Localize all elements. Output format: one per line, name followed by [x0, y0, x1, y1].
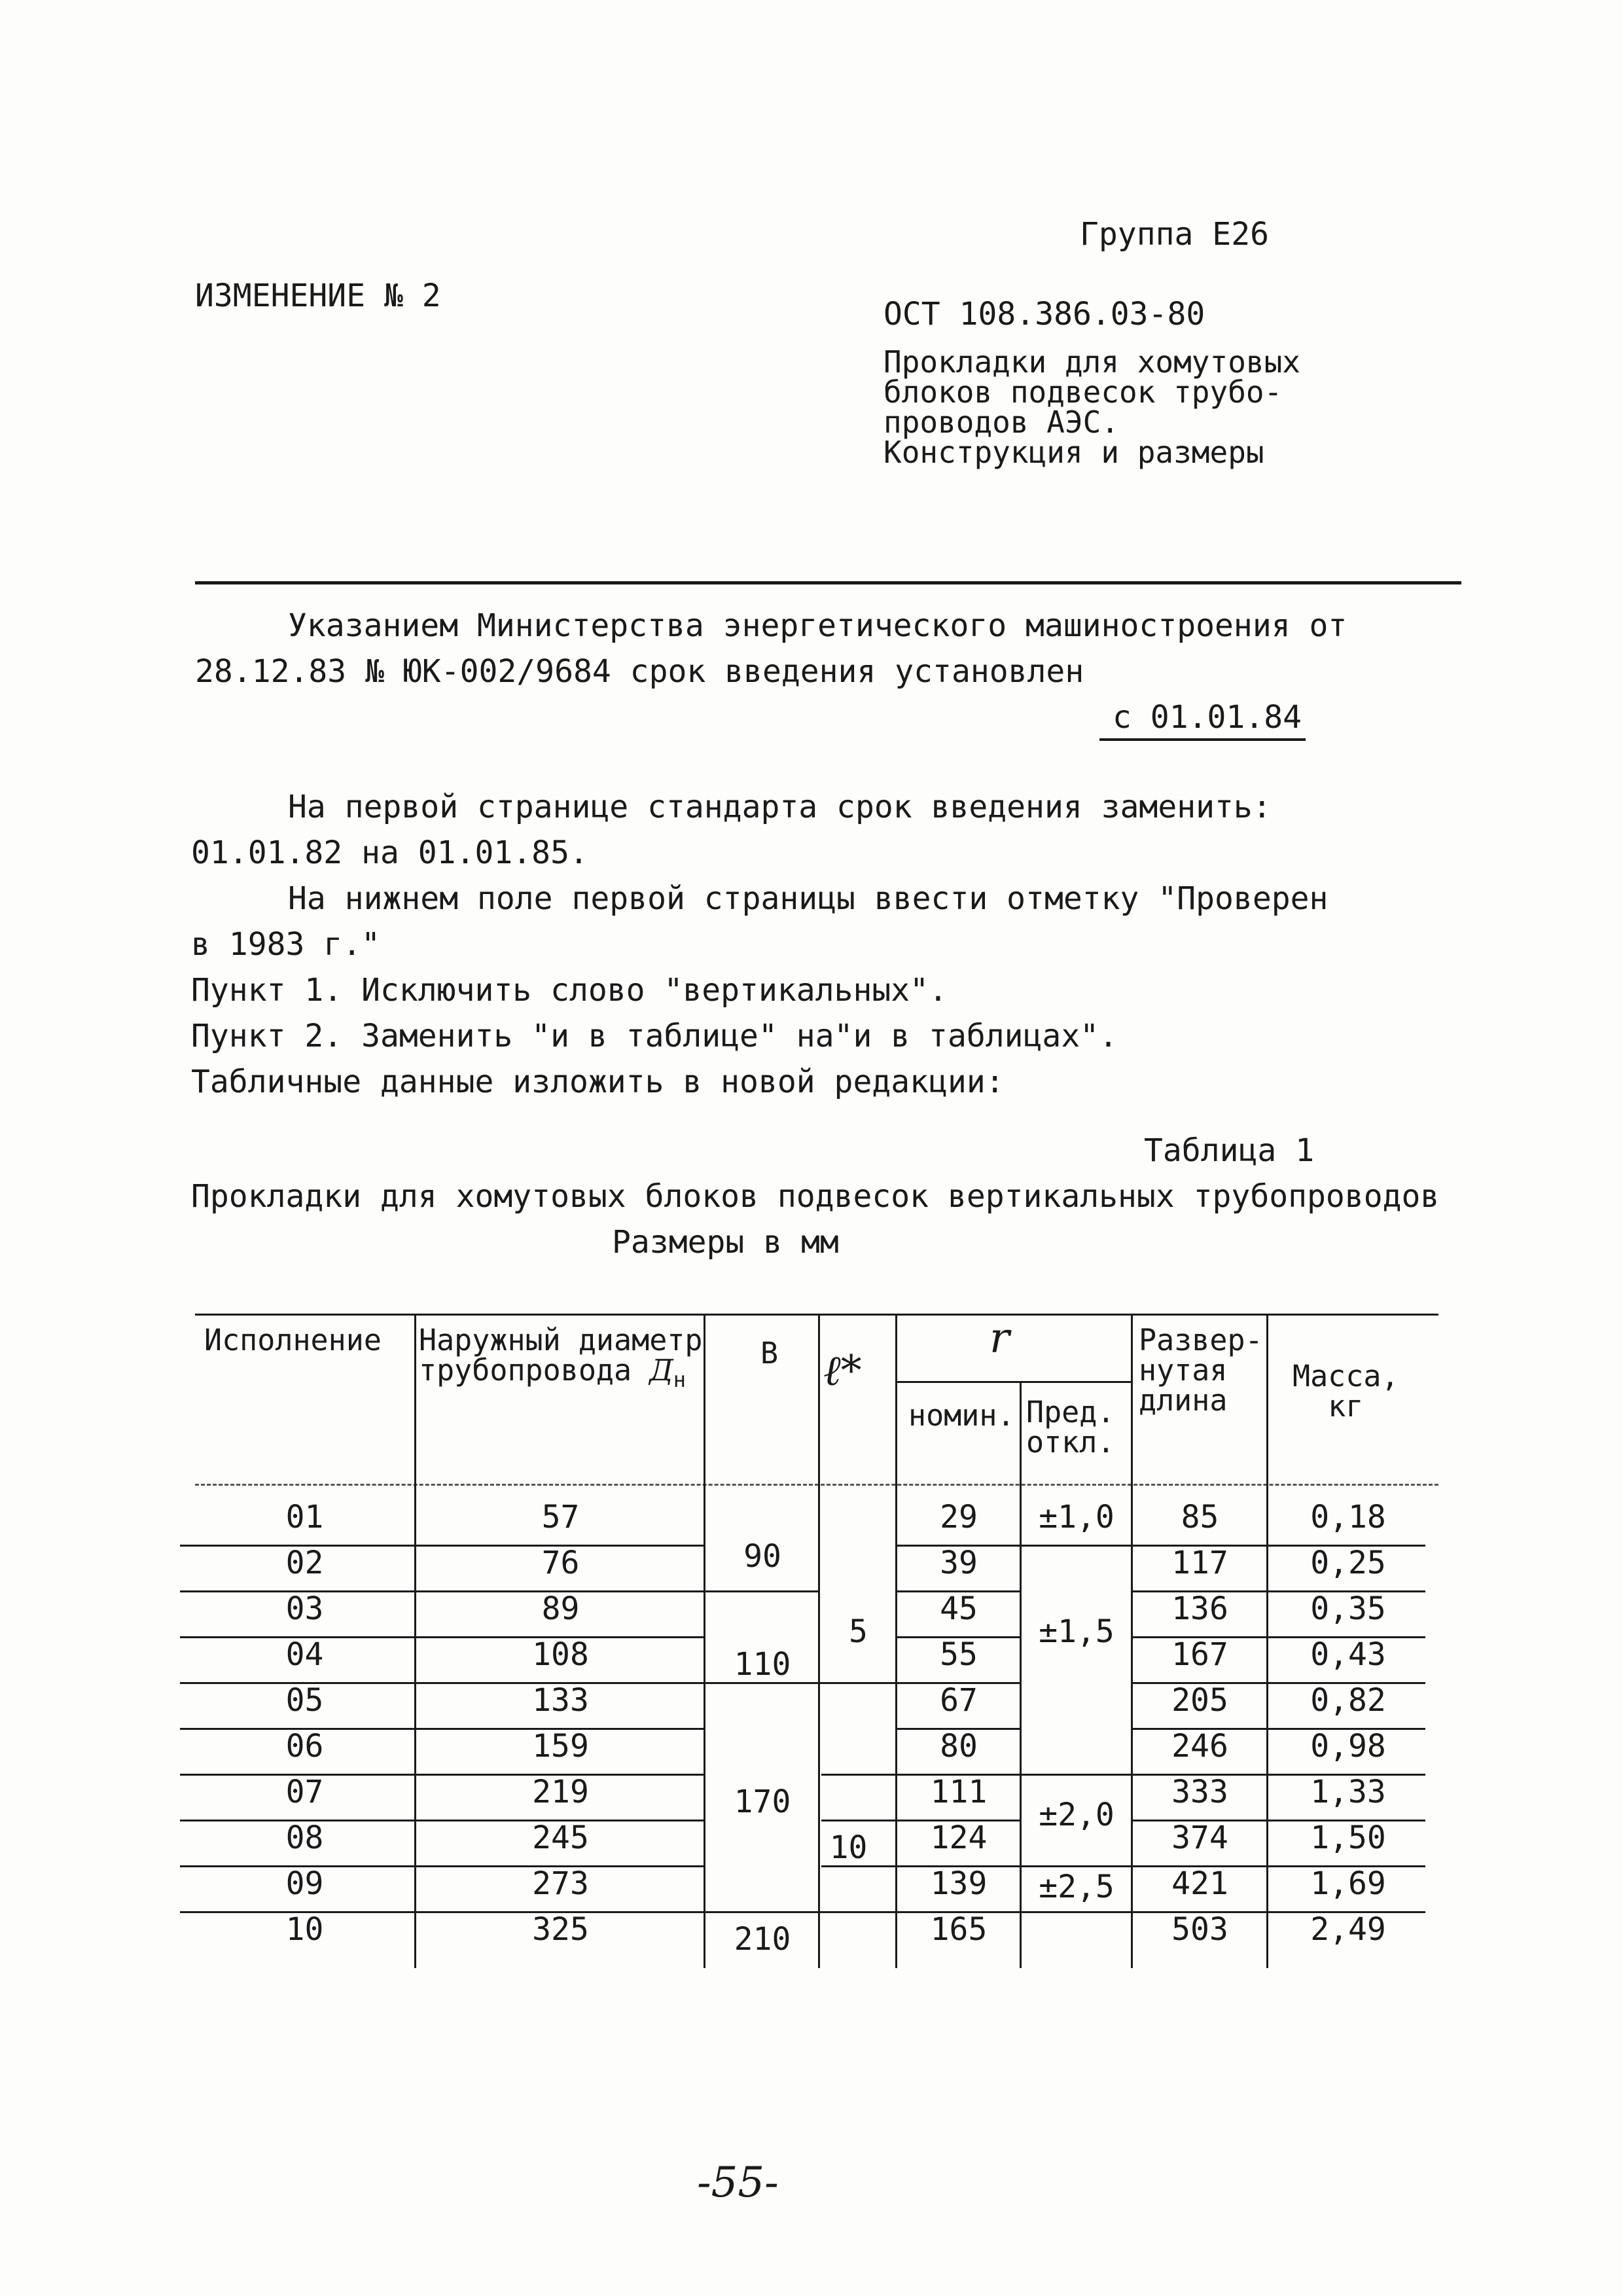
- table-units: Размеры в мм: [612, 1224, 839, 1261]
- header-r: r: [990, 1314, 1010, 1363]
- cell-diameter: 245: [532, 1820, 589, 1856]
- cell-diameter: 325: [532, 1911, 589, 1948]
- cell-developed-length: 85: [1181, 1499, 1219, 1535]
- standard-title-line: Конструкция и размеры: [883, 435, 1264, 470]
- standard-title-line: Прокладки для хомутовых: [883, 344, 1300, 380]
- cell-mass: 1,33: [1310, 1774, 1386, 1810]
- cell-variant: 09: [285, 1865, 324, 1902]
- table-top-border: [195, 1314, 1438, 1316]
- header-developed-length: [1139, 1325, 1263, 1416]
- cell-mass: 0,18: [1310, 1499, 1386, 1535]
- notice-date: с 01.01.84: [1113, 699, 1302, 736]
- header-mass: [1293, 1361, 1399, 1422]
- b-group-cell: 170: [734, 1784, 791, 1820]
- cell-r-nominal: 29: [940, 1499, 978, 1535]
- cell-r-nominal: 45: [940, 1590, 978, 1627]
- tolerance-cell: ±2,0: [1039, 1797, 1115, 1833]
- header-developed-length-line: Развер-: [1139, 1323, 1263, 1357]
- group-label: Группа Е26: [1080, 216, 1269, 253]
- diameter-subscript: н: [673, 1367, 687, 1392]
- change-number: ИЗМЕНЕНИЕ № 2: [195, 278, 441, 314]
- cell-diameter: 159: [532, 1728, 589, 1765]
- cell-r-nominal: 39: [940, 1545, 978, 1581]
- page-number: -55-: [697, 2159, 779, 2207]
- body-line: На нижнем поле первой страницы ввести отметку "Проверен: [288, 880, 1329, 917]
- cell-developed-length: 421: [1171, 1865, 1228, 1902]
- b-group-cell: 90: [743, 1538, 781, 1575]
- header-variant: Исполнение: [204, 1323, 382, 1357]
- col-line: [818, 1314, 820, 1968]
- header-divider: [195, 581, 1461, 584]
- cell-diameter: 273: [532, 1865, 589, 1902]
- cell-developed-length: 503: [1171, 1911, 1228, 1948]
- cell-diameter: 89: [541, 1590, 580, 1627]
- col-line: [1131, 1314, 1133, 1968]
- col-line: [1266, 1314, 1268, 1968]
- body-line: Пункт 2. Заменить "и в таблице" на"и в таблицах".: [191, 1018, 1118, 1054]
- cell-diameter: 76: [541, 1545, 580, 1581]
- table-title: Прокладки для хомутовых блоков подвесок вертикальных трубопроводов: [191, 1178, 1440, 1215]
- cell-mass: 0,35: [1310, 1590, 1386, 1627]
- b-group-cell: 110: [734, 1646, 791, 1683]
- cell-mass: 0,43: [1310, 1636, 1386, 1673]
- cell-mass: 2,49: [1310, 1911, 1386, 1948]
- header-r-tolerance-line: откл.: [1026, 1425, 1115, 1460]
- col-line: [895, 1314, 897, 1968]
- cell-mass: 0,98: [1310, 1728, 1386, 1765]
- standard-number: ОСТ 108.386.03-80: [883, 296, 1205, 332]
- body-line: Пункт 1. Исключить слово "вертикальных".: [191, 972, 948, 1009]
- cell-r-nominal: 67: [940, 1682, 978, 1719]
- cell-mass: 1,69: [1310, 1865, 1386, 1902]
- standard-title-line: блоков подвесок трубо-: [883, 374, 1283, 410]
- cell-developed-length: 136: [1171, 1590, 1228, 1627]
- header-developed-length-line: длина: [1139, 1383, 1228, 1418]
- header-r-tolerance: [1026, 1397, 1115, 1458]
- cell-variant: 08: [285, 1820, 324, 1856]
- notice-line-1: Указанием Министерства энергетического машиностроения от: [288, 607, 1347, 644]
- tolerance-cell: ±1,5: [1039, 1613, 1115, 1650]
- col-line: [1020, 1381, 1022, 1968]
- cell-variant: 05: [285, 1682, 324, 1719]
- b-group-cell: 210: [734, 1921, 791, 1958]
- body-line: На первой странице стандарта срок введения заменить:: [288, 789, 1272, 825]
- header-r-tolerance-line: Пред.: [1026, 1395, 1115, 1429]
- header-developed-length-line: нутая: [1139, 1353, 1228, 1388]
- header-b: В: [760, 1336, 779, 1371]
- cell-developed-length: 333: [1171, 1774, 1228, 1810]
- cell-r-nominal: 165: [930, 1911, 988, 1948]
- cell-variant: 02: [285, 1545, 324, 1581]
- cell-developed-length: 205: [1171, 1682, 1228, 1719]
- r-subheader-line: [895, 1381, 1131, 1383]
- body-line: 01.01.82 на 01.01.85.: [191, 834, 588, 871]
- cell-variant: 04: [285, 1636, 324, 1673]
- header-diameter-line: [419, 1355, 702, 1395]
- cell-r-nominal: 124: [930, 1820, 988, 1856]
- cell-variant: 06: [285, 1728, 324, 1765]
- header-diameter-text: трубопровода: [419, 1353, 632, 1388]
- header-l-star: ℓ*: [823, 1347, 862, 1395]
- notice-date-underline: [1099, 738, 1306, 741]
- cell-mass: 0,25: [1310, 1545, 1386, 1581]
- cell-diameter: 108: [532, 1636, 589, 1673]
- cell-r-nominal: 55: [940, 1636, 978, 1673]
- cell-variant: 03: [285, 1590, 324, 1627]
- cell-variant: 10: [285, 1911, 324, 1948]
- tolerance-cell: ±2,5: [1039, 1869, 1115, 1905]
- cell-variant: 07: [285, 1774, 324, 1810]
- body-line: Табличные данные изложить в новой редакции:: [191, 1064, 1005, 1100]
- cell-mass: 0,82: [1310, 1682, 1386, 1719]
- cell-r-nominal: 111: [930, 1774, 988, 1810]
- diameter-symbol: Д: [649, 1353, 673, 1388]
- cell-developed-length: 246: [1171, 1728, 1228, 1765]
- cell-r-nominal: 80: [940, 1728, 978, 1765]
- tolerance-cell: ±1,0: [1039, 1499, 1115, 1535]
- cell-diameter: 219: [532, 1774, 589, 1810]
- cell-mass: 1,50: [1310, 1820, 1386, 1856]
- header-mass-line: кг: [1328, 1389, 1364, 1424]
- header-bottom-line: [195, 1484, 1438, 1486]
- col-line: [704, 1314, 705, 1968]
- table-label: Таблица 1: [1144, 1132, 1315, 1169]
- cell-variant: 01: [285, 1499, 324, 1535]
- cell-developed-length: 167: [1171, 1636, 1228, 1673]
- l-group-cell: 5: [849, 1613, 868, 1650]
- cell-r-nominal: 139: [930, 1865, 988, 1902]
- header-r-nominal: номин.: [908, 1398, 1015, 1433]
- col-line: [414, 1314, 416, 1968]
- standard-title-line: проводов АЭС.: [883, 404, 1120, 440]
- header-mass-line: Масса,: [1293, 1359, 1399, 1393]
- body-line: в 1983 г.": [191, 926, 380, 963]
- cell-developed-length: 117: [1171, 1545, 1228, 1581]
- header-diameter-line: Наружный диаметр: [419, 1323, 703, 1357]
- l-group-cell: 10: [829, 1829, 868, 1866]
- standard-title: [883, 344, 1300, 470]
- cell-diameter: 133: [532, 1682, 589, 1719]
- header-diameter: [419, 1325, 702, 1395]
- cell-diameter: 57: [541, 1499, 580, 1535]
- notice-line-2: 28.12.83 № ЮК-002/9684 срок введения установлен: [195, 653, 1084, 690]
- cell-developed-length: 374: [1171, 1820, 1228, 1856]
